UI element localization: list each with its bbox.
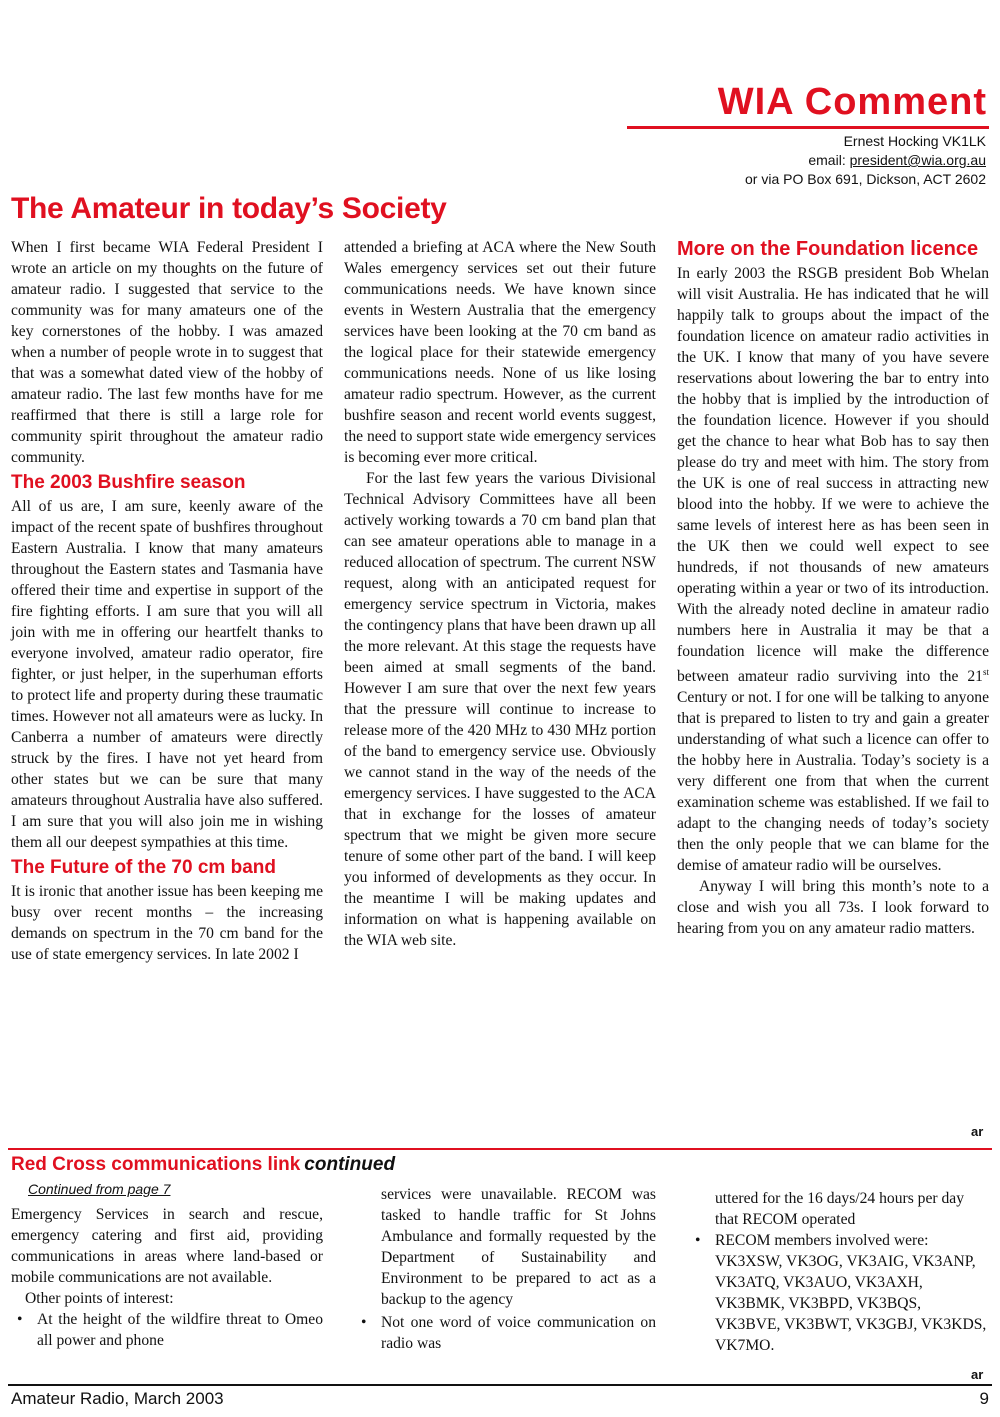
paragraph: It is ironic that another issue has been keeping me busy over recent months – the increasing demands on spectrum in the 70 cm band for the use of state emergency services. In late 2002 I: [11, 883, 323, 963]
postal-address: or via PO Box 691, Dickson, ACT 2602: [745, 171, 986, 187]
paragraph: Anyway I will bring this month’s note to a close and wish you all 73s. I look forward to hearing from you on any amateur radio matters.: [677, 878, 989, 938]
continued-from-link: Continued from page 7: [28, 1181, 171, 1197]
paragraph-text: Century or not. I for one will be talking to anyone that is prepared to listen to try and gain a greater understanding of what such a licence can offer to the hobby here in Australia. Today’s society is a very different one from that when the current examination scheme was established. If we fail to adapt to the changing needs of today’s society then the only people that we can blame for the demise of amateur radio will be ourselves.: [677, 689, 989, 875]
footer-publication: Amateur Radio, March 2003: [11, 1389, 224, 1408]
paragraph: Emergency Services in search and rescue, emergency catering and first aid, providing communications in areas where land-based or mobile communications are not available.: [11, 1206, 323, 1286]
article-title: The Amateur in today’s Society: [11, 192, 447, 225]
email-label: email:: [808, 152, 850, 168]
section-title-rule: [627, 126, 989, 129]
paragraph: uttered for the 16 days/24 hours per day that RECOM operated: [715, 1190, 964, 1228]
red-cross-sign-off: ar: [971, 1367, 984, 1382]
list-item: • At the height of the wildfire threat to Omeo all power and phone: [11, 1309, 323, 1351]
paragraph: When I first became WIA Federal President I wrote an article on my thoughts on the future of amateur radio. I suggested that service to the community was for many amateurs one of the key cornerstones of the hobby. I was amazed when a number of people wrote in to suggest that that was a somewhat dated view of the hobby of amateur radio. The last few months have for me reaffirmed that there is still a large role for community spirit throughout the amateur radio community.: [11, 239, 323, 466]
article-column-3: [677, 237, 989, 939]
paragraph: For the last few years the various Divisional Technical Advisory Committees have all been actively working towards a 70 cm band plan that can see amateur operations able to manage in a reduced allocation of spectrum. The current NSW request, along with an anticipated request for emergency service spectrum in Victoria, makes the contingency plans that have been drawn up all the more relevant. At this stage the requests have been aimed at small segments of the band. However I am sure that over the next few years that the pressure will continue to increase to release more of the 420 MHz to 430 MHz portion of the band to emergency service use. Obviously we cannot stand in the way of the needs of the emergency services. I have suggested to the ACA that in exchange for the losses of amateur spectrum that we might be given more secure tenure of some other part of the band. I will keep you informed of developments as they occur. In the meantime I will be making updates and information on what is happening available on the WIA web site.: [344, 470, 656, 949]
paragraph-text: In early 2003 the RSGB president Bob Whelan will visit Australia. He has indicated that he will happily talk to groups about the impact of the foundation licence on amateur radio activities in the UK. I know that many of you have severe reservations about lowering the bar to entry into the hobby that is implied by the introduction of the foundation licence. However if you should get the chance to hear what Bob has to say then please do try and meet with him. The story from the UK is one of real success in attracting new blood into the hobby. If we were to achieve the same levels of interest here as has been seen in the UK then we could well expect to see hundreds, if not thousands of new amateurs operating within a year or two of its introduction. With the already noted decline in amateur radio numbers here in Australia it may be that a foundation licence will make the difference between amateur radio surviving into the 21: [677, 265, 989, 686]
subheading-foundation-licence: More on the Foundation licence: [677, 238, 979, 260]
section-divider: [8, 1148, 992, 1150]
red-cross-column-1: [11, 1204, 323, 1351]
subheading-bushfire: The 2003 Bushfire season: [11, 472, 246, 493]
red-cross-title: [11, 1153, 395, 1177]
list-item: • RECOM members involved were: VK3XSW, VK3OG, VK3AIG, VK3ANP, VK3ATQ, VK3AUO, VK3AXH, VK3BMK, VK3BPD, VK3BQS, VK3BVE, VK3BWT, VK3GBJ, VK3KDS, VK7MO.: [689, 1230, 989, 1356]
red-cross-title-text: Red Cross communications link: [11, 1154, 301, 1175]
bullet-list: [355, 1312, 656, 1354]
author-block: [745, 132, 986, 189]
page-number: 9: [979, 1389, 989, 1408]
article-sign-off: ar: [971, 1124, 984, 1139]
article-column-2: [344, 237, 656, 951]
email-link[interactable]: president@wia.org.au: [849, 152, 986, 168]
paragraph: All of us are, I am sure, keenly aware of the impact of the recent spate of bushfires throughout Eastern Australia. I know that many amateurs throughout the Eastern states and Tasmania have offered their time and expertise in support of the fire fighting efforts. I am sure that you will all join with me in offering our heartfelt thanks to everyone involved, amateur radio operator, fire fighter, or just helper, in the superhuman efforts to protect life and property during these traumatic times. However not all amateurs were as lucky. In Canberra a number of amateurs were directly struck by the fires. I have not yet heard from other states but we can be sure that many amateurs throughout Australia have also suffered. I am sure that you will also join me in wishing them all our deepest sympathies at this time.: [11, 498, 323, 851]
paragraph: attended a briefing at ACA where the New South Wales emergency services set out their future communications needs. We have known since events in Western Australia that the emergency services have been looking at the 70 cm band as the logical place for their statewide emergency communications needs. None of us like losing amateur radio spectrum. However, as the current bushfire season and recent world events suggest, the need to support state wide emergency services is becoming ever more critical.: [344, 239, 656, 466]
footer-rule: [8, 1384, 992, 1386]
red-cross-column-2: [381, 1184, 656, 1354]
red-cross-column-3: [689, 1188, 989, 1356]
subheading-70cm-band: The Future of the 70 cm band: [11, 857, 276, 878]
section-title: WIA Comment: [717, 81, 987, 123]
paragraph: services were unavailable. RECOM was tasked to handle traffic for St Johns Ambulance and formally requested by the Department of Sustainability and Environment to be prepared to act as a backup to the agency: [381, 1186, 656, 1308]
bullet-list: [689, 1230, 989, 1356]
paragraph: Other points of interest:: [25, 1290, 174, 1307]
list-item: • Not one word of voice communication on radio was: [355, 1312, 656, 1354]
paragraph: [677, 263, 989, 876]
email-line: [745, 151, 986, 170]
red-cross-title-suffix: continued: [304, 1154, 396, 1175]
bullet-list: [11, 1309, 323, 1351]
author-name: Ernest Hocking VK1LK: [843, 133, 986, 149]
superscript: st: [982, 667, 989, 677]
article-column-1: [11, 237, 323, 965]
